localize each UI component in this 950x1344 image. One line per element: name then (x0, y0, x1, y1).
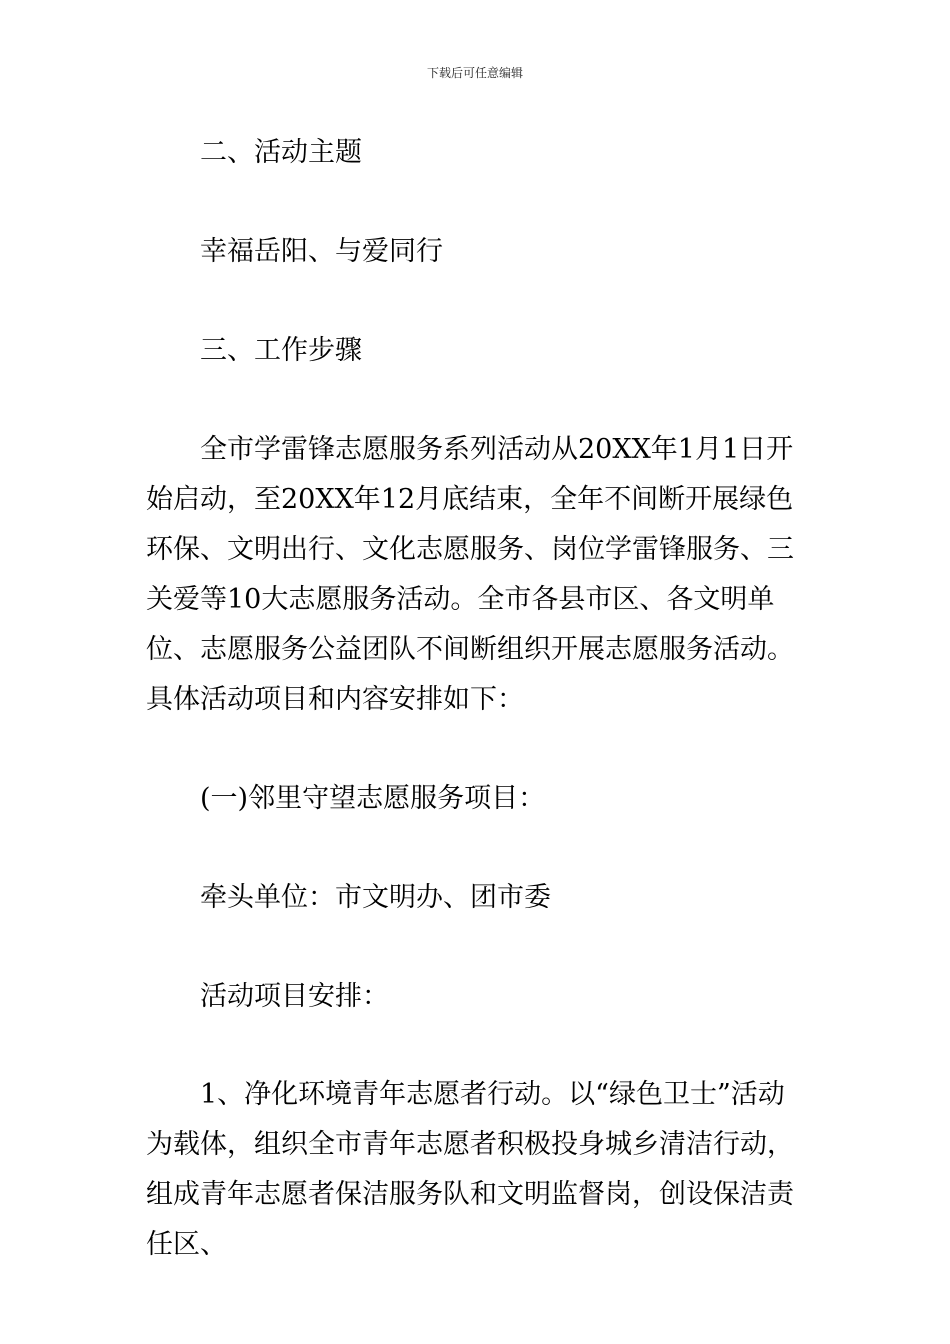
lead-unit-line: 牵头单位：市文明办、团市委 (200, 882, 551, 913)
theme-text: 幸福岳阳、与爱同行 (200, 236, 443, 267)
work-steps-paragraph: 全市学雷锋志愿服务系列活动从20XX年1月1日开始启动，至20XX年12月底结束，全年不间断开展绿色环保、文明出行、文化志愿服务、岗位学雷锋服务、三关爱等10大志愿服务活动。全市各县市区、各文明单位、志愿服务公益团队不间断组织开展志愿服务活动。具体活动项目和内容安排如下： (146, 434, 794, 715)
section-heading-activity-theme: 二、活动主题 (200, 137, 362, 168)
document-body (146, 128, 810, 1270)
section-heading-work-steps: 三、工作步骤 (200, 335, 362, 366)
item-1-paragraph: 1、净化环境青年志愿者行动。以“绿色卫士”活动为载体，组织全市青年志愿者积极投身城乡清洁行动，组成青年志愿者保洁服务队和文明监督岗，创设保洁责任区、 (146, 1079, 794, 1260)
page-header: 下载后可任意编辑 (426, 66, 523, 80)
subsection-title-neighborhood: (一)邻里守望志愿服务项目： (200, 783, 546, 814)
arrangement-label: 活动项目安排： (200, 981, 389, 1012)
